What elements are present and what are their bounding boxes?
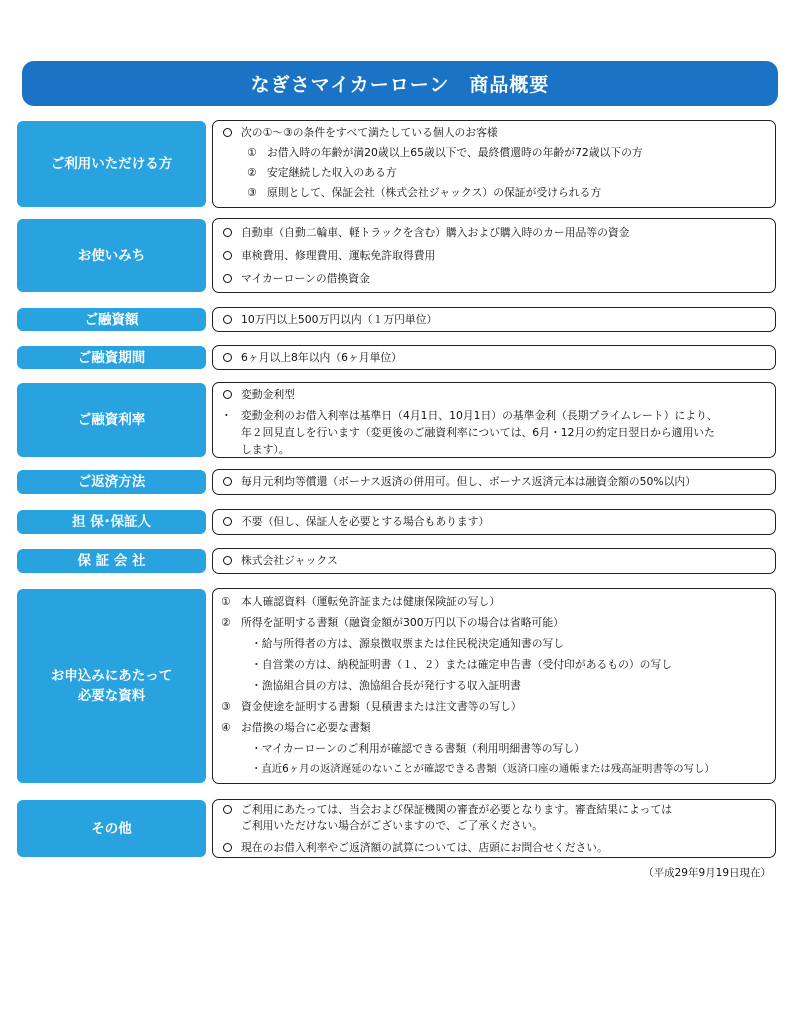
content-term bbox=[212, 345, 776, 370]
eligible-item-3-text: 原則として、保証会社（株式会社ジャックス）の保証が受けられる方 bbox=[267, 186, 602, 199]
rate-note-line-3: します）。 bbox=[241, 443, 290, 456]
eligible-item-2-text: 安定継続した収入のある方 bbox=[267, 166, 397, 179]
page-title-text: なぎさマイカーローン 商品概要 bbox=[250, 74, 550, 96]
circle-bullet-icon bbox=[221, 310, 241, 330]
label-repayment bbox=[17, 470, 206, 494]
circle-bullet-icon bbox=[221, 221, 241, 244]
eligible-item-2-num: ② bbox=[247, 166, 257, 179]
other-item-1 bbox=[221, 802, 767, 834]
usage-item-1: 自動車（自動二輪車、軽トラックを含む）購入および購入時のカー用品等の資金 bbox=[221, 221, 767, 244]
documents-item-1: ① 本人確認資料（運転免許証または健康保険証の写し） bbox=[221, 595, 501, 608]
rate-main: 変動金利型 bbox=[221, 386, 767, 403]
label-usage-text: お使いみち bbox=[77, 247, 146, 264]
documents-item-4: ④ お借換の場合に必要な書類 bbox=[221, 721, 371, 734]
guarantor-text: 株式会社ジャックス bbox=[241, 554, 338, 567]
content-documents bbox=[212, 588, 776, 784]
repayment-text: 毎月元利均等償還（ボーナス返済の併用可。但し、ボーナス返済元本は融資金額の50%以内） bbox=[241, 475, 697, 488]
circle-bullet-icon bbox=[221, 551, 241, 571]
page-title bbox=[22, 61, 778, 106]
term-text: 6ヶ月以上8年以内（6ヶ月単位） bbox=[241, 351, 402, 364]
label-amount bbox=[17, 308, 206, 331]
circle-bullet-icon bbox=[221, 472, 241, 492]
other-item-1-line-2: ご利用いただけない場合がございますので、ご了承ください。 bbox=[241, 819, 544, 832]
documents-item-3: ③ 資金使途を証明する書類（見積書または注文書等の写し） bbox=[221, 700, 522, 713]
eligible-item-1-text: お借入時の年齢が満20歳以上65歳以下で、最終償還時の年齢が72歳以下の方 bbox=[267, 146, 643, 159]
label-guarantor bbox=[17, 549, 206, 573]
circle-bullet-icon bbox=[221, 123, 241, 143]
label-term-text: ご融資期間 bbox=[77, 349, 146, 366]
rate-note-line-1: 変動金利のお借入利率は基準日（4月1日、10月1日）の基準金利（長期プライムレート）により、 bbox=[241, 409, 718, 422]
other-item-1-line-1: ご利用にあたっては、当会および保証機関の審査が必要となります。審査結果によっては bbox=[241, 803, 673, 816]
as-of-date: （平成29年9月19日現在） bbox=[643, 867, 771, 879]
content-usage bbox=[212, 218, 776, 293]
label-rate bbox=[17, 383, 206, 457]
circle-bullet-icon bbox=[221, 348, 241, 368]
label-eligible-text: ご利用いただける方 bbox=[50, 156, 173, 172]
eligible-item-3 bbox=[221, 183, 767, 203]
label-eligible bbox=[17, 121, 206, 207]
label-repayment-text: ご返済方法 bbox=[77, 474, 146, 490]
usage-item-2: 車検費用、修理費用、運転免許取得費用 bbox=[221, 244, 767, 267]
label-amount-text: ご融資額 bbox=[84, 311, 139, 328]
documents-item-2: ② 所得を証明する書類（融資金額が300万円以下の場合は省略可能） bbox=[221, 616, 564, 629]
label-documents bbox=[17, 589, 206, 783]
label-collateral-text: 担 保･保証人 bbox=[72, 514, 151, 530]
eligible-main: 次の①～③の条件をすべて満たしている個人のお客様 bbox=[221, 123, 767, 143]
documents-sub-item: ・給与所得者の方は、源泉徴収票または住民税決定通知書の写し bbox=[251, 637, 565, 650]
rate-note-line-2: 年２回見直しを行います（変更後のご融資利率については、6月・12月の約定日翌日から適用いた bbox=[241, 426, 715, 439]
collateral-text: 不要（但し、保証人を必要とする場合もあります） bbox=[241, 515, 490, 528]
amount-text: 10万円以上500万円以内（１万円単位） bbox=[241, 313, 438, 326]
label-rate-text: ご融資利率 bbox=[77, 412, 146, 428]
label-term bbox=[17, 346, 206, 369]
circle-bullet-icon bbox=[221, 802, 241, 834]
label-guarantor-text: 保 証 会 社 bbox=[77, 553, 146, 569]
circle-bullet-icon bbox=[221, 386, 241, 403]
documents-sub-item: ・漁協組合員の方は、漁協組合長が発行する収入証明書 bbox=[251, 679, 521, 692]
other-item-2: 現在のお借入利率やご返済額の試算については、店頭にお問合せください。 bbox=[221, 840, 767, 856]
rate-note-bullet: ・ bbox=[221, 409, 232, 422]
eligible-item-3-num: ③ bbox=[247, 186, 257, 199]
usage-item-3: マイカーローンの借換資金 bbox=[221, 267, 767, 290]
circle-bullet-icon bbox=[221, 267, 241, 290]
label-other bbox=[17, 800, 206, 857]
circle-bullet-icon bbox=[221, 244, 241, 267]
eligible-item-2 bbox=[221, 163, 767, 183]
content-collateral bbox=[212, 509, 776, 535]
circle-bullet-icon bbox=[221, 512, 241, 532]
content-repayment bbox=[212, 469, 776, 495]
label-documents-line-1: お申込みにあたって bbox=[50, 668, 173, 684]
content-rate bbox=[212, 382, 776, 458]
content-guarantor bbox=[212, 548, 776, 574]
label-usage bbox=[17, 219, 206, 292]
documents-sub-item: ・直近6ヶ月の返済遅延のないことが確認できる書類（返済口座の通帳または残高証明書等の写し） bbox=[251, 763, 715, 775]
rate-note bbox=[221, 407, 767, 458]
documents-sub-item: ・マイカーローンのご利用が確認できる書類（利用明細書等の写し） bbox=[251, 742, 585, 755]
label-documents-line-2: 必要な資料 bbox=[77, 688, 146, 704]
content-eligible bbox=[212, 120, 776, 208]
content-other bbox=[212, 799, 776, 858]
circle-bullet-icon bbox=[221, 840, 241, 856]
content-amount bbox=[212, 307, 776, 332]
label-collateral bbox=[17, 510, 206, 534]
label-other-text: その他 bbox=[91, 820, 132, 837]
eligible-item-1 bbox=[221, 143, 767, 163]
eligible-item-1-num: ① bbox=[247, 146, 257, 159]
documents-sub-item: ・自営業の方は、納税証明書（１、２）または確定申告書（受付印があるもの）の写し bbox=[251, 658, 673, 671]
